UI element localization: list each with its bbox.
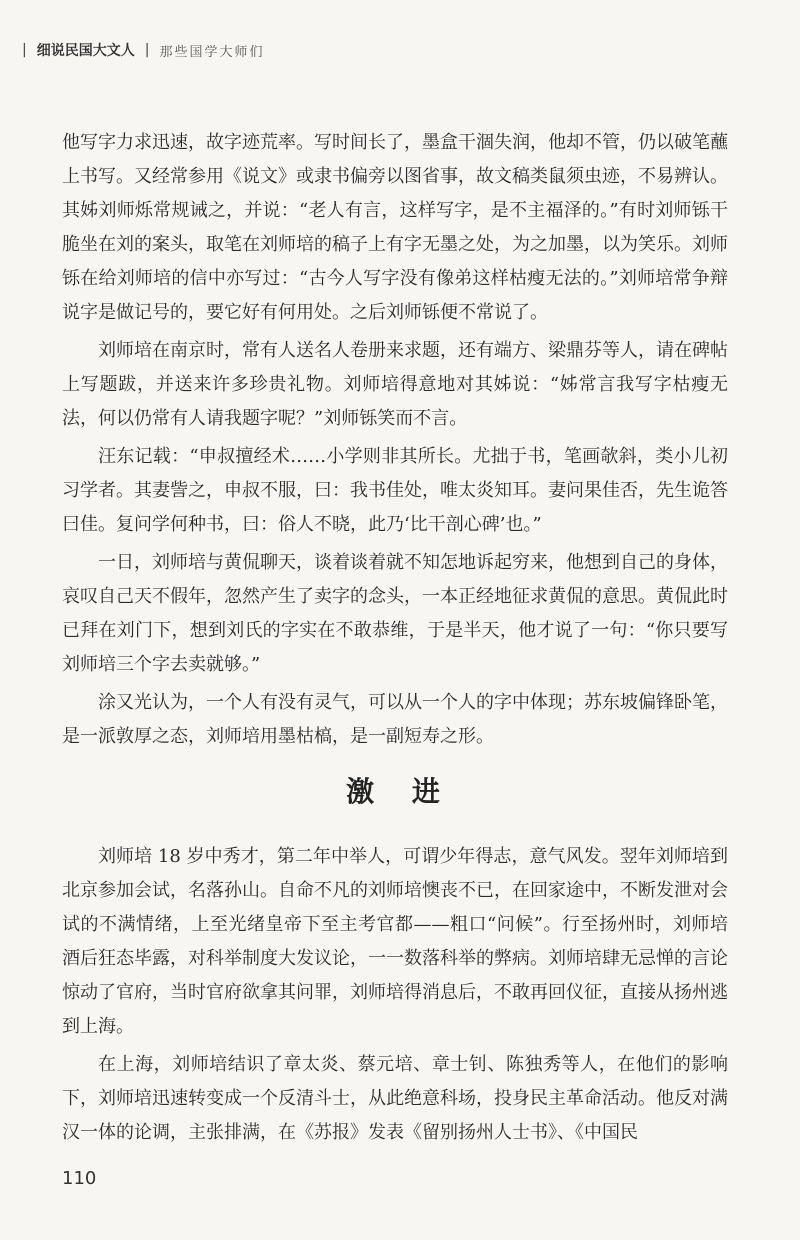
paragraph: 在上海，刘师培结识了章太炎、蔡元培、章士钊、陈独秀等人，在他们的影响下，刘师培迅速转变成一个反清斗士，从此绝意科场，投身民主革命活动。他反对满汉一体的论调，主张排满，在《苏报》发表《留别扬州人士书》、《中国民 [62,1054,728,1143]
paragraph: 刘师培 18 岁中秀才，第二年中举人，可谓少年得志，意气风发。翌年刘师培到北京参加会试，名落孙山。自命不凡的刘师培懊丧不已，在回家途中，不断发泄对会试的不满情绪，上至光绪皇帝下至主考官都——粗口“问候”。行至扬州时，刘师培酒后狂态毕露，对科举制度大发议论，一一数落科举的弊病。刘师培肆无忌惮的言论惊动了官府，当时官府欲拿其问罪，刘师培得消息后，不敢再回仪征，直接从扬州逃到上海。 [62,846,728,1037]
paragraph: 涂又光认为，一个人有没有灵气，可以从一个人的字中体现；苏东坡偏锋卧笔，是一派敦厚之态，刘师培用墨枯槁，是一副短寿之形。 [62,692,728,747]
header-divider-left: | [22,42,27,58]
paragraph: 他写字力求迅速，故字迹荒率。写时间长了，墨盒干涸失润，他却不管，仍以破笔蘸上书写。又经常参用《说文》或隶书偏旁以图省事，故文稿类鼠须虫迹，不易辨认。其姊刘师烁常规诫之，并说：“老人有言，这样写字，是不主福泽的。”有时刘师铄干脆坐在刘的案头，取笔在刘师培的稿子上有字无墨之处，为之加墨，以为笑乐。刘师铄在给刘师培的信中亦写过：“古今人写字没有像弟这样枯瘦无法的。”刘师培常争辩说字是做记号的，要它好有何用处。之后刘师铄便不常说了。 [62,132,728,323]
body-text-section-1 [62,126,728,758]
section-heading: 激 进 [346,775,454,808]
running-header [22,40,264,60]
paragraph: 汪东记载：“申叔擅经术……小学则非其所长。尤拙于书，笔画欹斜，类小儿初习学者。其妻訾之，申叔不服，曰：我书佳处，唯太炎知耳。妻问果佳否，先生诡答曰佳。复问学何种书，曰：俗人不晓，此乃‘比干剖心碑’也。” [62,446,728,535]
paragraph: 刘师培在南京时，常有人送名人卷册来求题，还有端方、梁鼎芬等人，请在碑帖上写题跋，并送来许多珍贵礼物。刘师培得意地对其姊说：“姊常言我写字枯瘦无法，何以仍常有人请我题字呢？”刘师铄笑而不言。 [62,340,728,429]
page-number: 110 [62,1168,97,1189]
book-title: 细说民国大文人 [36,43,135,59]
series-title: 那些国学大师们 [159,44,265,60]
body-text-section-2 [62,840,728,1154]
header-divider-mid: | [144,42,150,58]
paragraph: 一日，刘师培与黄侃聊天，谈着谈着就不知怎地诉起穷来，他想到自己的身体，哀叹自己天不假年，忽然产生了卖字的念头，一本正经地征求黄侃的意思。黄侃此时已拜在刘门下，想到刘氏的字实在不敢恭维，于是半天，他才说了一句：“你只要写刘师培三个字去卖就够。” [62,552,728,675]
